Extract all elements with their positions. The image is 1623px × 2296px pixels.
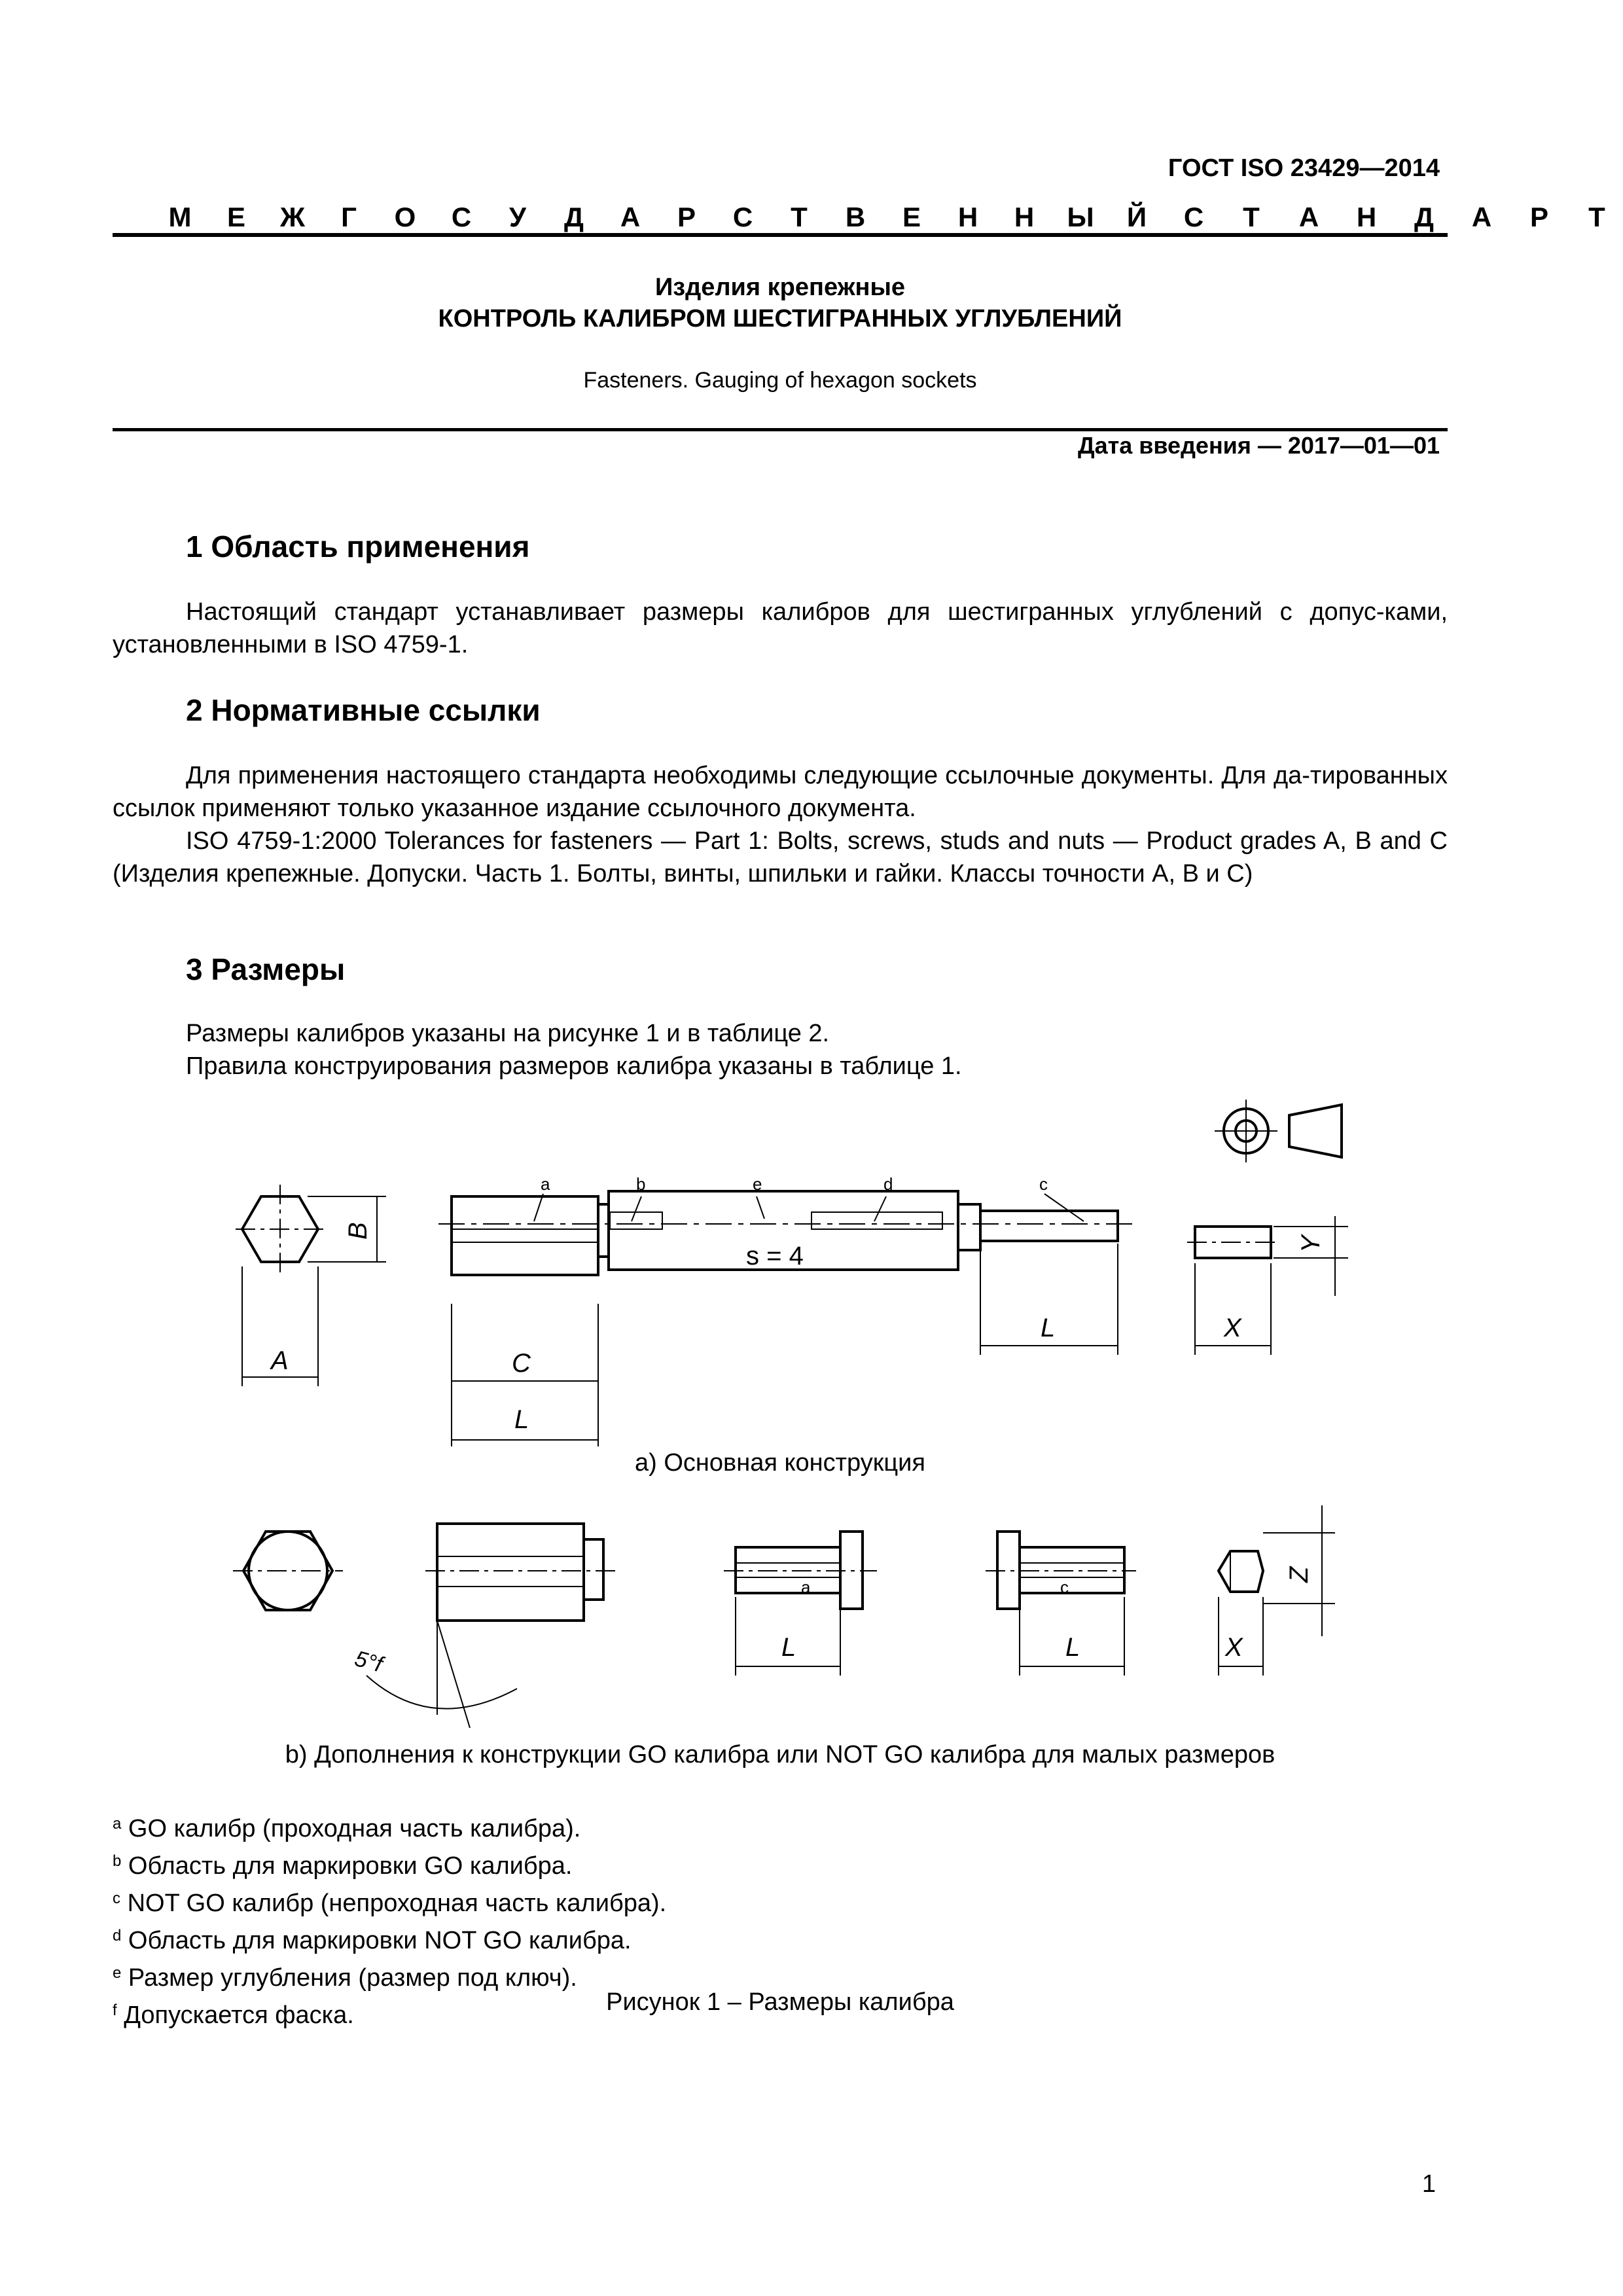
footnote: [113, 1845, 666, 1882]
label-s: s = 4: [746, 1242, 804, 1270]
figure-caption: Рисунок 1 – Размеры калибра: [606, 1988, 954, 2016]
title-english: Fasteners. Gauging of hexagon sockets: [583, 368, 977, 393]
label-Z: Z: [1285, 1566, 1313, 1583]
label-A: A: [271, 1346, 289, 1375]
section-3-heading: 3 Размеры: [186, 952, 346, 986]
banner-word-1-letter: Р: [677, 202, 696, 232]
label-b-L-2: L: [1065, 1633, 1080, 1662]
label-a: a: [541, 1174, 550, 1194]
label-e: e: [753, 1174, 762, 1194]
tolerance-symbol: [1215, 1100, 1342, 1162]
footnote: [113, 1920, 666, 1957]
footnote: [113, 1882, 666, 1920]
label-Y: Y: [1296, 1235, 1325, 1253]
figure-caption-b: b) Дополнения к конструкции GO калибра или NOT GO калибра для малых размеров: [285, 1741, 1275, 1768]
section-2-heading: 2 Нормативные ссылки: [186, 693, 541, 727]
banner-word-2-letter: С: [1183, 202, 1204, 232]
section-1-paragraph: Настоящий стандарт устанавливает размеры калибров для шестигранных углублений с допус-ками, установленными в ISO 4759-1.: [113, 598, 1448, 658]
label-L-main: L: [514, 1405, 529, 1434]
banner-word-1-letter: М: [168, 202, 192, 232]
footnote: [113, 1808, 666, 1845]
small-go-gauge-view: [724, 1532, 877, 1676]
banner-word-1-letter: В: [845, 202, 866, 232]
section-2-paragraph-2: ISO 4759-1:2000 Tolerances for fasteners — Part 1: Bolts, screws, studs and nuts — Product grades A, B and C (Изделия крепежные. Допуски. Часть 1. Болты, винты, шпильки и гайки. Классы точности А, В и С): [113, 827, 1448, 888]
banner-word-1-letter: О: [394, 202, 416, 232]
page-number: 1: [1421, 2170, 1436, 2198]
footnote-mark: a: [113, 1815, 122, 1833]
banner-word-1-letter: Е: [902, 202, 921, 232]
label-C: C: [512, 1349, 531, 1378]
label-b-X: X: [1225, 1633, 1243, 1662]
banner-word-1-letter: С: [451, 202, 472, 232]
footnote-text: GO калибр (проходная часть калибра).: [128, 1815, 581, 1842]
banner-word-2-letter: А: [1471, 202, 1492, 232]
label-X: X: [1224, 1314, 1241, 1342]
banner-word-2-letter: Р: [1529, 202, 1548, 232]
label-angle: 5°f: [351, 1646, 385, 1677]
section-2-paragraph-1: Для применения настоящего стандарта необходимы следующие ссылочные документы. Для да-тированных ссылок применяют только указанное издание ссылочного документа.: [113, 762, 1448, 822]
banner-word-1-letter: С: [732, 202, 753, 232]
footnote-mark: c: [113, 1890, 120, 1907]
banner-word-2-letter: А: [1298, 202, 1319, 232]
label-B: B: [344, 1222, 372, 1240]
footnote-mark: d: [113, 1927, 122, 1945]
footnote-text: Область для маркировки NOT GO калибра.: [128, 1927, 632, 1954]
footnote-text: Допускается фаска.: [124, 2001, 354, 2029]
introduction-date: Дата введения — 2017—01—01: [1077, 432, 1440, 459]
title-line-2: КОНТРОЛЬ КАЛИБРОМ ШЕСТИГРАННЫХ УГЛУБЛЕНИЙ: [438, 305, 1122, 332]
label-c: c: [1039, 1174, 1048, 1194]
section-3-line-2: Правила конструирования размеров калибра указаны в таблице 1.: [186, 1052, 962, 1080]
hexagon-circle-view: [233, 1532, 343, 1610]
footnote-mark: e: [113, 1964, 122, 1982]
banner-word-2-letter: Т: [1243, 202, 1260, 232]
label-b-a: a: [801, 1577, 811, 1597]
banner-word-1-letter: Д: [564, 202, 584, 232]
banner-word-2-letter: Т: [1588, 202, 1605, 232]
banner-word-1-letter: Е: [226, 202, 245, 232]
banner-word-1-letter: Г: [341, 202, 357, 232]
figure-caption-a: a) Основная конструкция: [635, 1449, 925, 1477]
footnote-text: Область для маркировки GO калибра.: [128, 1852, 573, 1880]
banner-word-1-letter: Н: [1014, 202, 1035, 232]
title-line-1: Изделия крепежные: [654, 274, 906, 301]
banner-word-1-letter: Т: [791, 202, 808, 232]
banner-word-1-letter: Ы: [1067, 202, 1094, 232]
banner-word-1-letter: А: [620, 202, 641, 232]
section-3-line-1: Размеры калибров указаны на рисунке 1 и в таблице 2.: [186, 1020, 830, 1047]
footnote-text: NOT GO калибр (непроходная часть калибра).: [127, 1890, 667, 1917]
main-gauge-view: [438, 1191, 1132, 1446]
label-d: d: [883, 1174, 893, 1194]
footnote-mark: f: [113, 2001, 117, 2019]
banner-word-1-letter: Ж: [280, 202, 305, 232]
banner-word-2-letter: Д: [1414, 202, 1434, 232]
label-b: b: [636, 1174, 646, 1194]
label-L-pin: L: [1041, 1314, 1056, 1342]
banner-word-1-letter: У: [508, 202, 527, 232]
hexagon-end-view: [236, 1185, 386, 1386]
banner-word-1-letter: Й: [1126, 202, 1147, 232]
banner-word-1-letter: Н: [957, 202, 978, 232]
banner-word-2-letter: Н: [1356, 202, 1377, 232]
footnote-mark: b: [113, 1852, 122, 1870]
footnote-text: Размер углубления (размер под ключ).: [128, 1964, 577, 1992]
chamfer-gauge-view: [366, 1524, 615, 1728]
label-b-L-1: L: [781, 1633, 796, 1662]
document-number: ГОСТ ISO 23429—2014: [1168, 154, 1440, 182]
small-not-go-gauge-view: [986, 1532, 1136, 1676]
label-b-c: c: [1060, 1577, 1069, 1597]
section-1-heading: 1 Область применения: [186, 529, 530, 564]
